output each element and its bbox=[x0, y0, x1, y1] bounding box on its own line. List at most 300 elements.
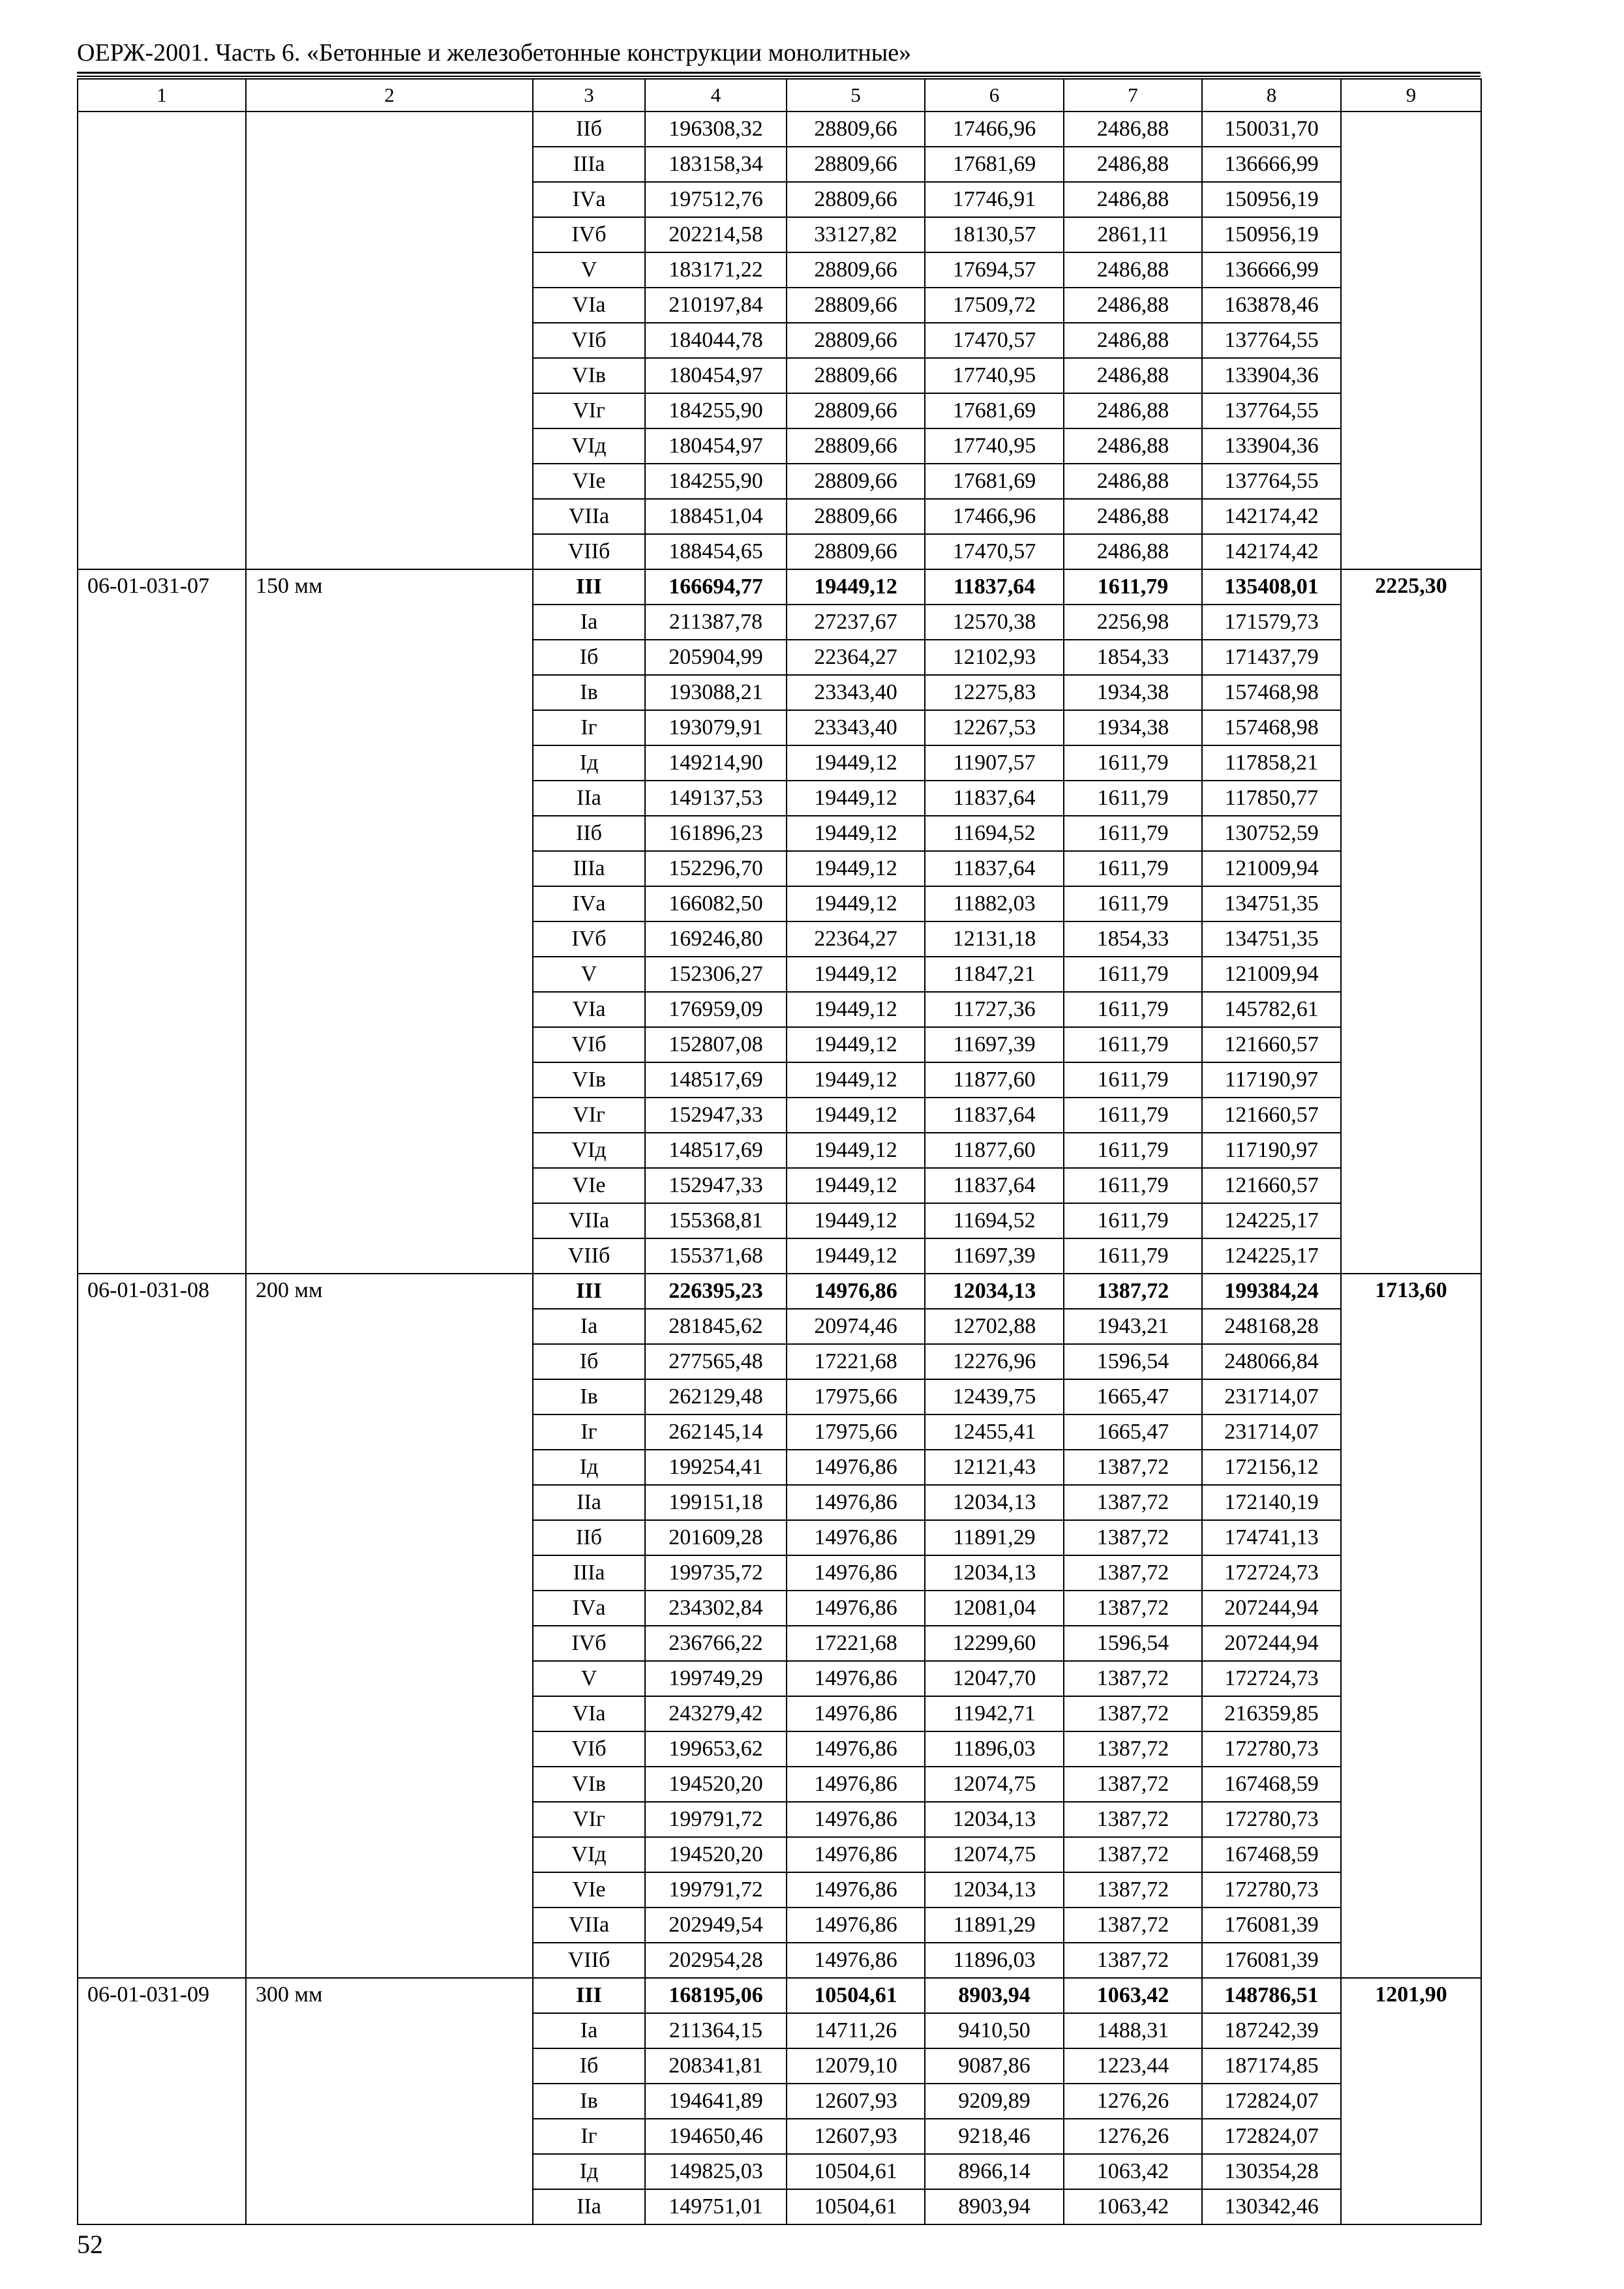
value-cell: 155371,68 bbox=[645, 1238, 787, 1274]
value-cell: 12034,13 bbox=[925, 1274, 1064, 1309]
value-cell: 12034,13 bbox=[925, 1485, 1064, 1520]
value-cell: 12267,53 bbox=[925, 710, 1064, 745]
value-cell: 12081,04 bbox=[925, 1591, 1064, 1626]
value-cell: 11837,64 bbox=[925, 1098, 1064, 1133]
item-code: 06-01-031-09 bbox=[78, 1978, 246, 2224]
zone-cell: VIIб bbox=[533, 534, 645, 569]
value-cell: 1387,72 bbox=[1064, 1520, 1202, 1555]
value-cell: 10504,61 bbox=[787, 2189, 925, 2224]
value-cell: 1063,42 bbox=[1064, 1978, 1202, 2013]
zone-cell: Iа bbox=[533, 605, 645, 640]
value-cell: 17975,66 bbox=[787, 1379, 925, 1414]
value-cell: 28809,66 bbox=[787, 393, 925, 428]
value-cell: 1611,79 bbox=[1064, 1133, 1202, 1168]
value-cell: 121660,57 bbox=[1202, 1027, 1341, 1062]
value-cell: 2486,88 bbox=[1064, 464, 1202, 499]
value-cell: 11697,39 bbox=[925, 1027, 1064, 1062]
value-cell: 194520,20 bbox=[645, 1837, 787, 1872]
table-row bbox=[78, 1978, 1481, 2013]
value-cell: 157468,98 bbox=[1202, 675, 1341, 710]
value-cell: 2486,88 bbox=[1064, 428, 1202, 464]
value-cell: 172724,73 bbox=[1202, 1661, 1341, 1696]
value-cell: 19449,12 bbox=[787, 1098, 925, 1133]
value-cell: 211364,15 bbox=[645, 2013, 787, 2048]
value-cell: 9087,86 bbox=[925, 2048, 1064, 2084]
value-cell: 199653,62 bbox=[645, 1731, 787, 1767]
value-cell: 23343,40 bbox=[787, 675, 925, 710]
value-cell: 28809,66 bbox=[787, 358, 925, 393]
value-cell: 202954,28 bbox=[645, 1943, 787, 1978]
value-cell: 14976,86 bbox=[787, 1485, 925, 1520]
value-cell: 28809,66 bbox=[787, 182, 925, 217]
value-cell: 117850,77 bbox=[1202, 781, 1341, 816]
value-cell: 199254,41 bbox=[645, 1450, 787, 1485]
column-number: 9 bbox=[1341, 79, 1481, 112]
value-cell: 172824,07 bbox=[1202, 2119, 1341, 2154]
value-cell: 184255,90 bbox=[645, 464, 787, 499]
value-cell: 176081,39 bbox=[1202, 1908, 1341, 1943]
value-cell: 152807,08 bbox=[645, 1027, 787, 1062]
value-cell: 28809,66 bbox=[787, 252, 925, 288]
value-cell: 28809,66 bbox=[787, 112, 925, 147]
value-cell: 130752,59 bbox=[1202, 816, 1341, 851]
value-cell: 133904,36 bbox=[1202, 428, 1341, 464]
value-cell: 208341,81 bbox=[645, 2048, 787, 2084]
value-cell: 19449,12 bbox=[787, 1062, 925, 1098]
value-cell: 188451,04 bbox=[645, 499, 787, 534]
value-cell: 248066,84 bbox=[1202, 1344, 1341, 1379]
table-body bbox=[78, 79, 1481, 2224]
zone-cell: VIг bbox=[533, 393, 645, 428]
value-cell: 1611,79 bbox=[1064, 957, 1202, 992]
value-cell: 11896,03 bbox=[925, 1943, 1064, 1978]
column-number: 7 bbox=[1064, 79, 1202, 112]
value-cell: 121009,94 bbox=[1202, 957, 1341, 992]
value-cell: 11891,29 bbox=[925, 1908, 1064, 1943]
value-cell: 117190,97 bbox=[1202, 1133, 1341, 1168]
zone-cell: VIд bbox=[533, 428, 645, 464]
value-cell: 12034,13 bbox=[925, 1802, 1064, 1837]
zone-cell: Iг bbox=[533, 710, 645, 745]
zone-cell: VIе bbox=[533, 1872, 645, 1908]
value-cell: 196308,32 bbox=[645, 112, 787, 147]
value-cell: 183158,34 bbox=[645, 147, 787, 182]
value-cell: 194520,20 bbox=[645, 1767, 787, 1802]
value-cell: 1934,38 bbox=[1064, 675, 1202, 710]
value-cell: 11942,71 bbox=[925, 1696, 1064, 1731]
value-cell: 14976,86 bbox=[787, 1591, 925, 1626]
value-cell: 28809,66 bbox=[787, 323, 925, 358]
value-cell: 277565,48 bbox=[645, 1344, 787, 1379]
price-table bbox=[77, 78, 1482, 2225]
value-cell: 171437,79 bbox=[1202, 640, 1341, 675]
zone-cell: VIIб bbox=[533, 1943, 645, 1978]
value-cell: 2861,11 bbox=[1064, 217, 1202, 252]
zone-cell: Iа bbox=[533, 2013, 645, 2048]
value-cell: 169246,80 bbox=[645, 921, 787, 957]
zone-cell: IIIа bbox=[533, 1555, 645, 1591]
value-cell: 145782,61 bbox=[1202, 992, 1341, 1027]
value-cell: 14976,86 bbox=[787, 1520, 925, 1555]
value-cell: 243279,42 bbox=[645, 1696, 787, 1731]
value-cell: 166082,50 bbox=[645, 886, 787, 921]
zone-cell: IIб bbox=[533, 112, 645, 147]
value-cell: 12034,13 bbox=[925, 1872, 1064, 1908]
value-cell: 137764,55 bbox=[1202, 323, 1341, 358]
value-cell: 14976,86 bbox=[787, 1908, 925, 1943]
header-rule bbox=[77, 72, 1481, 74]
value-cell: 1387,72 bbox=[1064, 1555, 1202, 1591]
value-cell: 19449,12 bbox=[787, 1133, 925, 1168]
value-cell: 11837,64 bbox=[925, 1168, 1064, 1203]
zone-cell: Iб bbox=[533, 1344, 645, 1379]
value-cell: 28809,66 bbox=[787, 534, 925, 569]
value-cell: 11877,60 bbox=[925, 1062, 1064, 1098]
value-cell: 14976,86 bbox=[787, 1837, 925, 1872]
value-cell: 17221,68 bbox=[787, 1626, 925, 1661]
column-number: 1 bbox=[78, 79, 246, 112]
value-cell: 2486,88 bbox=[1064, 288, 1202, 323]
value-cell: 14711,26 bbox=[787, 2013, 925, 2048]
value-cell: 11882,03 bbox=[925, 886, 1064, 921]
value-cell: 199151,18 bbox=[645, 1485, 787, 1520]
value-cell: 1611,79 bbox=[1064, 851, 1202, 886]
value-cell: 231714,07 bbox=[1202, 1414, 1341, 1450]
value-cell: 1387,72 bbox=[1064, 1802, 1202, 1837]
zone-cell: Iд bbox=[533, 745, 645, 781]
value-cell: 134751,35 bbox=[1202, 921, 1341, 957]
value-cell: 1611,79 bbox=[1064, 1027, 1202, 1062]
item-total: 1713,60 bbox=[1341, 1274, 1481, 1978]
value-cell: 17509,72 bbox=[925, 288, 1064, 323]
value-cell: 1611,79 bbox=[1064, 816, 1202, 851]
value-cell: 11837,64 bbox=[925, 569, 1064, 605]
zone-cell: Iд bbox=[533, 2154, 645, 2189]
value-cell: 1854,33 bbox=[1064, 640, 1202, 675]
value-cell: 172824,07 bbox=[1202, 2084, 1341, 2119]
item-name: 150 мм bbox=[246, 569, 533, 1274]
value-cell: 1611,79 bbox=[1064, 992, 1202, 1027]
value-cell: 1488,31 bbox=[1064, 2013, 1202, 2048]
value-cell: 14976,86 bbox=[787, 1802, 925, 1837]
value-cell: 1387,72 bbox=[1064, 1661, 1202, 1696]
value-cell: 1387,72 bbox=[1064, 1943, 1202, 1978]
value-cell: 14976,86 bbox=[787, 1767, 925, 1802]
header-rule-secondary bbox=[77, 76, 1481, 77]
value-cell: 137764,55 bbox=[1202, 393, 1341, 428]
value-cell: 11896,03 bbox=[925, 1731, 1064, 1767]
zone-cell: III bbox=[533, 1274, 645, 1309]
value-cell: 17681,69 bbox=[925, 147, 1064, 182]
value-cell: 12074,75 bbox=[925, 1837, 1064, 1872]
value-cell: 1276,26 bbox=[1064, 2119, 1202, 2154]
value-cell: 14976,86 bbox=[787, 1696, 925, 1731]
value-cell: 14976,86 bbox=[787, 1661, 925, 1696]
value-cell: 14976,86 bbox=[787, 1872, 925, 1908]
value-cell: 2486,88 bbox=[1064, 147, 1202, 182]
value-cell: 11694,52 bbox=[925, 1203, 1064, 1238]
value-cell: 180454,97 bbox=[645, 428, 787, 464]
value-cell: 176081,39 bbox=[1202, 1943, 1341, 1978]
value-cell: 1934,38 bbox=[1064, 710, 1202, 745]
value-cell: 9209,89 bbox=[925, 2084, 1064, 2119]
value-cell: 1611,79 bbox=[1064, 569, 1202, 605]
value-cell: 1387,72 bbox=[1064, 1908, 1202, 1943]
value-cell: 22364,27 bbox=[787, 921, 925, 957]
value-cell: 172780,73 bbox=[1202, 1872, 1341, 1908]
value-cell: 12102,93 bbox=[925, 640, 1064, 675]
zone-cell: IIIа bbox=[533, 147, 645, 182]
value-cell: 12276,96 bbox=[925, 1344, 1064, 1379]
zone-cell: IVб bbox=[533, 1626, 645, 1661]
value-cell: 1063,42 bbox=[1064, 2154, 1202, 2189]
value-cell: 12079,10 bbox=[787, 2048, 925, 2084]
value-cell: 19449,12 bbox=[787, 781, 925, 816]
value-cell: 1063,42 bbox=[1064, 2189, 1202, 2224]
value-cell: 14976,86 bbox=[787, 1731, 925, 1767]
value-cell: 28809,66 bbox=[787, 464, 925, 499]
value-cell: 12275,83 bbox=[925, 675, 1064, 710]
value-cell: 19449,12 bbox=[787, 992, 925, 1027]
value-cell: 2486,88 bbox=[1064, 499, 1202, 534]
value-cell: 11907,57 bbox=[925, 745, 1064, 781]
zone-cell: VIб bbox=[533, 323, 645, 358]
value-cell: 17221,68 bbox=[787, 1344, 925, 1379]
value-cell: 19449,12 bbox=[787, 886, 925, 921]
value-cell: 1943,21 bbox=[1064, 1309, 1202, 1344]
value-cell: 17694,57 bbox=[925, 252, 1064, 288]
value-cell: 199735,72 bbox=[645, 1555, 787, 1591]
zone-cell: V bbox=[533, 1661, 645, 1696]
value-cell: 2486,88 bbox=[1064, 393, 1202, 428]
value-cell: 183171,22 bbox=[645, 252, 787, 288]
value-cell: 231714,07 bbox=[1202, 1379, 1341, 1414]
page-header-title: ОЕРЖ-2001. Часть 6. «Бетонные и железобетонные конструкции монолитные» bbox=[77, 39, 912, 67]
value-cell: 199384,24 bbox=[1202, 1274, 1341, 1309]
zone-cell: V bbox=[533, 957, 645, 992]
zone-cell: VIб bbox=[533, 1027, 645, 1062]
value-cell: 210197,84 bbox=[645, 288, 787, 323]
value-cell: 12034,13 bbox=[925, 1555, 1064, 1591]
value-cell: 152296,70 bbox=[645, 851, 787, 886]
value-cell: 1387,72 bbox=[1064, 1450, 1202, 1485]
zone-cell: VIIа bbox=[533, 1908, 645, 1943]
value-cell: 136666,99 bbox=[1202, 252, 1341, 288]
zone-cell: IIа bbox=[533, 1485, 645, 1520]
value-cell: 14976,86 bbox=[787, 1274, 925, 1309]
value-cell: 135408,01 bbox=[1202, 569, 1341, 605]
value-cell: 150956,19 bbox=[1202, 217, 1341, 252]
value-cell: 2486,88 bbox=[1064, 358, 1202, 393]
value-cell: 172724,73 bbox=[1202, 1555, 1341, 1591]
value-cell: 134751,35 bbox=[1202, 886, 1341, 921]
zone-cell: VIг bbox=[533, 1098, 645, 1133]
value-cell: 2486,88 bbox=[1064, 182, 1202, 217]
value-cell: 130354,28 bbox=[1202, 2154, 1341, 2189]
value-cell: 149137,53 bbox=[645, 781, 787, 816]
value-cell: 1387,72 bbox=[1064, 1485, 1202, 1520]
value-cell: 207244,94 bbox=[1202, 1591, 1341, 1626]
value-cell: 33127,82 bbox=[787, 217, 925, 252]
value-cell: 1276,26 bbox=[1064, 2084, 1202, 2119]
value-cell: 201609,28 bbox=[645, 1520, 787, 1555]
value-cell: 236766,22 bbox=[645, 1626, 787, 1661]
value-cell: 1387,72 bbox=[1064, 1837, 1202, 1872]
value-cell: 1611,79 bbox=[1064, 781, 1202, 816]
value-cell: 1611,79 bbox=[1064, 1062, 1202, 1098]
value-cell: 17740,95 bbox=[925, 428, 1064, 464]
value-cell: 194650,46 bbox=[645, 2119, 787, 2154]
value-cell: 121660,57 bbox=[1202, 1098, 1341, 1133]
value-cell: 1596,54 bbox=[1064, 1626, 1202, 1661]
value-cell: 8966,14 bbox=[925, 2154, 1064, 2189]
zone-cell: Iа bbox=[533, 1309, 645, 1344]
value-cell: 124225,17 bbox=[1202, 1238, 1341, 1274]
value-cell: 1665,47 bbox=[1064, 1414, 1202, 1450]
value-cell: 150031,70 bbox=[1202, 112, 1341, 147]
zone-cell: VIг bbox=[533, 1802, 645, 1837]
value-cell: 207244,94 bbox=[1202, 1626, 1341, 1661]
value-cell: 180454,97 bbox=[645, 358, 787, 393]
value-cell: 152947,33 bbox=[645, 1098, 787, 1133]
value-cell: 17466,96 bbox=[925, 499, 1064, 534]
column-number-row bbox=[78, 79, 1481, 112]
value-cell: 1387,72 bbox=[1064, 1731, 1202, 1767]
value-cell: 28809,66 bbox=[787, 499, 925, 534]
value-cell: 142174,42 bbox=[1202, 499, 1341, 534]
value-cell: 12047,70 bbox=[925, 1661, 1064, 1696]
value-cell: 1611,79 bbox=[1064, 1238, 1202, 1274]
value-cell: 152947,33 bbox=[645, 1168, 787, 1203]
value-cell: 17470,57 bbox=[925, 323, 1064, 358]
value-cell: 27237,67 bbox=[787, 605, 925, 640]
value-cell: 12570,38 bbox=[925, 605, 1064, 640]
zone-cell: VIд bbox=[533, 1133, 645, 1168]
value-cell: 199791,72 bbox=[645, 1872, 787, 1908]
value-cell: 216359,85 bbox=[1202, 1696, 1341, 1731]
value-cell: 9218,46 bbox=[925, 2119, 1064, 2154]
value-cell: 17470,57 bbox=[925, 534, 1064, 569]
value-cell: 2486,88 bbox=[1064, 534, 1202, 569]
value-cell: 262129,48 bbox=[645, 1379, 787, 1414]
value-cell: 1611,79 bbox=[1064, 1168, 1202, 1203]
zone-cell: IVа bbox=[533, 1591, 645, 1626]
value-cell: 12299,60 bbox=[925, 1626, 1064, 1661]
value-cell: 202949,54 bbox=[645, 1908, 787, 1943]
value-cell: 14976,86 bbox=[787, 1450, 925, 1485]
value-cell: 8903,94 bbox=[925, 1978, 1064, 2013]
value-cell: 199791,72 bbox=[645, 1802, 787, 1837]
value-cell: 19449,12 bbox=[787, 957, 925, 992]
value-cell: 20974,46 bbox=[787, 1309, 925, 1344]
value-cell: 226395,23 bbox=[645, 1274, 787, 1309]
value-cell: 176959,09 bbox=[645, 992, 787, 1027]
zone-cell: Iб bbox=[533, 2048, 645, 2084]
value-cell: 167468,59 bbox=[1202, 1767, 1341, 1802]
value-cell: 149751,01 bbox=[645, 2189, 787, 2224]
value-cell: 2256,98 bbox=[1064, 605, 1202, 640]
name-cell-empty bbox=[246, 112, 533, 569]
value-cell: 11837,64 bbox=[925, 781, 1064, 816]
value-cell: 187174,85 bbox=[1202, 2048, 1341, 2084]
value-cell: 172156,12 bbox=[1202, 1450, 1341, 1485]
value-cell: 137764,55 bbox=[1202, 464, 1341, 499]
value-cell: 174741,13 bbox=[1202, 1520, 1341, 1555]
table-row bbox=[78, 1274, 1481, 1309]
value-cell: 12455,41 bbox=[925, 1414, 1064, 1450]
value-cell: 188454,65 bbox=[645, 534, 787, 569]
value-cell: 248168,28 bbox=[1202, 1309, 1341, 1344]
value-cell: 193088,21 bbox=[645, 675, 787, 710]
value-cell: 166694,77 bbox=[645, 569, 787, 605]
value-cell: 17681,69 bbox=[925, 393, 1064, 428]
value-cell: 152306,27 bbox=[645, 957, 787, 992]
value-cell: 168195,06 bbox=[645, 1978, 787, 2013]
zone-cell: VIе bbox=[533, 1168, 645, 1203]
value-cell: 117858,21 bbox=[1202, 745, 1341, 781]
value-cell: 1611,79 bbox=[1064, 886, 1202, 921]
value-cell: 197512,76 bbox=[645, 182, 787, 217]
value-cell: 1387,72 bbox=[1064, 1872, 1202, 1908]
table-row bbox=[78, 569, 1481, 605]
zone-cell: Iг bbox=[533, 2119, 645, 2154]
value-cell: 1387,72 bbox=[1064, 1591, 1202, 1626]
value-cell: 1387,72 bbox=[1064, 1696, 1202, 1731]
zone-cell: IVб bbox=[533, 921, 645, 957]
value-cell: 17746,91 bbox=[925, 182, 1064, 217]
value-cell: 12121,43 bbox=[925, 1450, 1064, 1485]
value-cell: 11891,29 bbox=[925, 1520, 1064, 1555]
value-cell: 184044,78 bbox=[645, 323, 787, 358]
value-cell: 12607,93 bbox=[787, 2084, 925, 2119]
zone-cell: IIб bbox=[533, 816, 645, 851]
item-code: 06-01-031-08 bbox=[78, 1274, 246, 1978]
zone-cell: III bbox=[533, 1978, 645, 2013]
column-number: 5 bbox=[787, 79, 925, 112]
value-cell: 1854,33 bbox=[1064, 921, 1202, 957]
value-cell: 184255,90 bbox=[645, 393, 787, 428]
value-cell: 2486,88 bbox=[1064, 112, 1202, 147]
value-cell: 281845,62 bbox=[645, 1309, 787, 1344]
value-cell: 161896,23 bbox=[645, 816, 787, 851]
zone-cell: IIб bbox=[533, 1520, 645, 1555]
value-cell: 17466,96 bbox=[925, 112, 1064, 147]
value-cell: 133904,36 bbox=[1202, 358, 1341, 393]
value-cell: 2486,88 bbox=[1064, 323, 1202, 358]
value-cell: 148786,51 bbox=[1202, 1978, 1341, 2013]
column-number: 6 bbox=[925, 79, 1064, 112]
item-name: 300 мм bbox=[246, 1978, 533, 2224]
zone-cell: V bbox=[533, 252, 645, 288]
value-cell: 10504,61 bbox=[787, 1978, 925, 2013]
value-cell: 1223,44 bbox=[1064, 2048, 1202, 2084]
value-cell: 130342,46 bbox=[1202, 2189, 1341, 2224]
zone-cell: VIе bbox=[533, 464, 645, 499]
value-cell: 12607,93 bbox=[787, 2119, 925, 2154]
value-cell: 205904,99 bbox=[645, 640, 787, 675]
zone-cell: VIа bbox=[533, 288, 645, 323]
value-cell: 262145,14 bbox=[645, 1414, 787, 1450]
value-cell: 19449,12 bbox=[787, 851, 925, 886]
item-total: 1201,90 bbox=[1341, 1978, 1481, 2224]
value-cell: 1611,79 bbox=[1064, 1098, 1202, 1133]
value-cell: 149825,03 bbox=[645, 2154, 787, 2189]
value-cell: 117190,97 bbox=[1202, 1062, 1341, 1098]
value-cell: 148517,69 bbox=[645, 1133, 787, 1168]
value-cell: 17681,69 bbox=[925, 464, 1064, 499]
value-cell: 11877,60 bbox=[925, 1133, 1064, 1168]
value-cell: 8903,94 bbox=[925, 2189, 1064, 2224]
